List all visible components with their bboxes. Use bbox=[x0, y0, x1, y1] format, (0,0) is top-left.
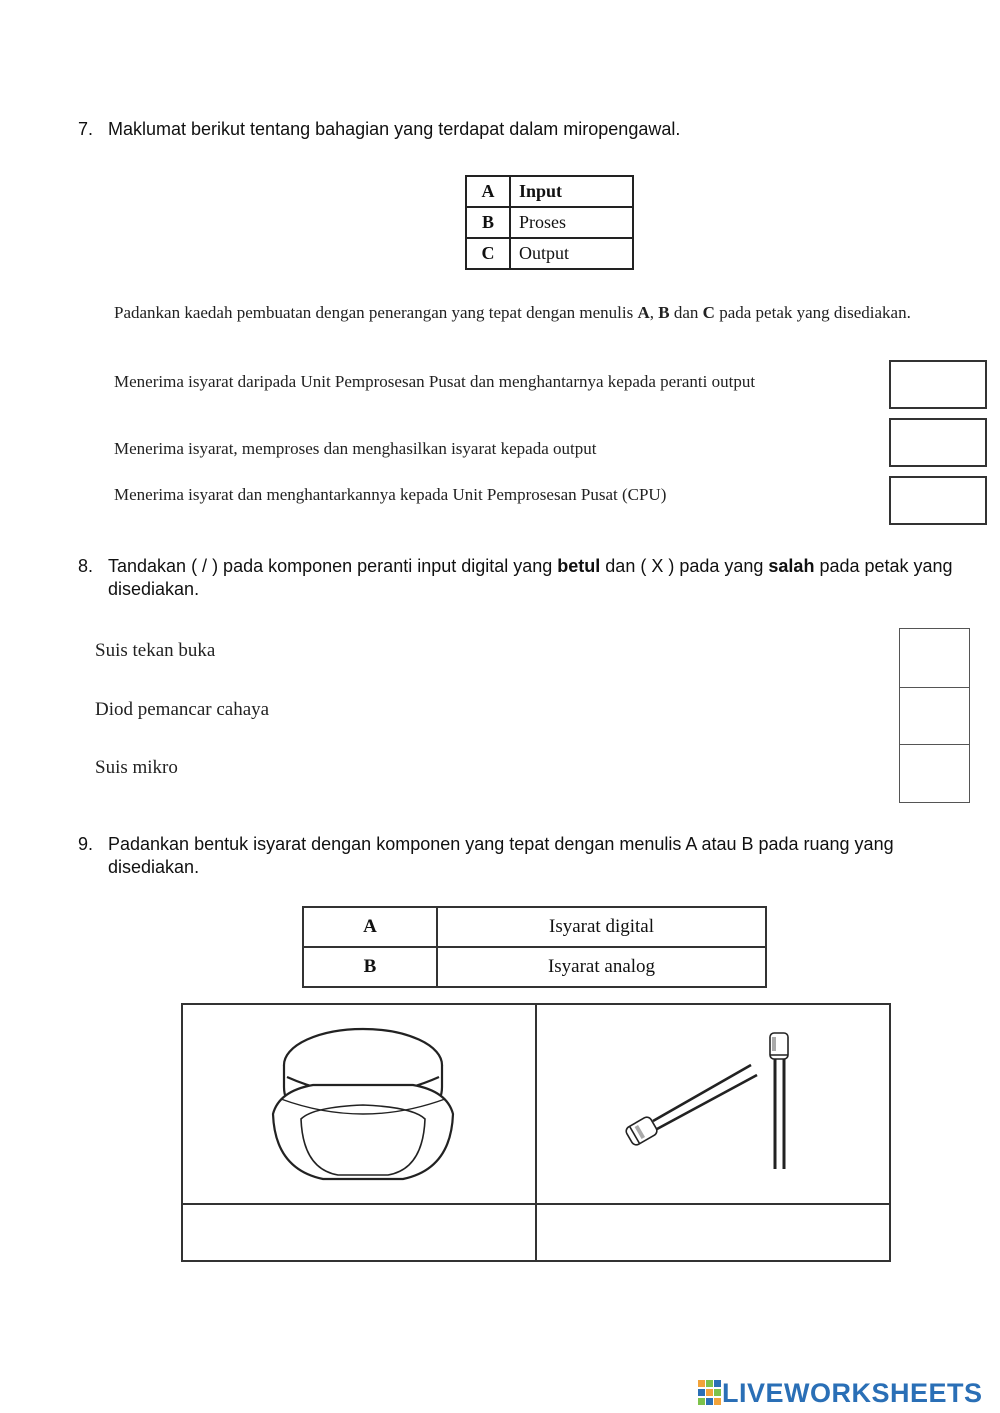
table-row bbox=[466, 207, 633, 238]
q8-text-part: pada petak yang disediakan. bbox=[108, 556, 953, 599]
q8-text-part: Tandakan ( / ) pada komponen peranti input digital yang bbox=[108, 556, 558, 576]
q7-statement-3: Menerima isyarat dan menghantarkannya kepada Unit Pemprosesan Pusat (CPU) bbox=[114, 485, 667, 504]
q7-answer-box-1[interactable] bbox=[889, 360, 987, 409]
instruction-text: pada petak yang disediakan. bbox=[714, 303, 911, 322]
dome-push-button-icon bbox=[263, 1019, 463, 1189]
table-row bbox=[466, 238, 633, 269]
instruction-letter-a: A bbox=[637, 303, 650, 322]
logo-icon bbox=[698, 1380, 722, 1406]
q9-signal-table bbox=[302, 906, 767, 988]
q8-item-3: Suis mikro bbox=[95, 757, 178, 778]
instruction-letter-c: C bbox=[702, 303, 715, 322]
table-row bbox=[466, 176, 633, 207]
brand-name: LIVEWORKSHEETS bbox=[722, 1377, 983, 1408]
q7-parts-table bbox=[465, 175, 634, 270]
q9-value: Isyarat analog bbox=[437, 947, 766, 987]
q9-key: A bbox=[303, 907, 437, 947]
q8-tick-box-3[interactable] bbox=[899, 744, 970, 803]
q7-statement-1: Menerima isyarat daripada Unit Pemprosesan Pusat dan menghantarnya kepada peranti output bbox=[114, 372, 756, 391]
q8-tick-box-2[interactable] bbox=[899, 686, 970, 745]
q9-value: Isyarat digital bbox=[437, 907, 766, 947]
table-row bbox=[303, 907, 766, 947]
grid-divider bbox=[183, 1203, 889, 1205]
q9-answer-field-1[interactable] bbox=[185, 1207, 533, 1257]
q7-value: Output bbox=[510, 238, 633, 269]
instruction-text: Padankan kaedah pembuatan dengan penerangan yang tepat dengan menulis bbox=[114, 303, 638, 322]
q7-key: A bbox=[466, 176, 510, 207]
q9-answer-field-2[interactable] bbox=[539, 1207, 885, 1257]
light-dependent-resistor-icon bbox=[623, 1025, 803, 1175]
instruction-sep: dan bbox=[669, 303, 703, 322]
q8-number: 8. bbox=[78, 556, 94, 576]
q7-statement-2: Menerima isyarat, memproses dan menghasilkan isyarat kepada output bbox=[114, 439, 597, 458]
q7-key: C bbox=[466, 238, 510, 269]
q7-instruction bbox=[114, 302, 964, 324]
q7-value: Proses bbox=[510, 207, 633, 238]
instruction-letter-b: B bbox=[658, 303, 670, 322]
q9-text: Padankan bentuk isyarat dengan komponen yang tepat dengan menulis A atau B pada ruang yang disediakan. bbox=[108, 834, 894, 877]
q7-text: Maklumat berikut tentang bahagian yang terdapat dalam miropengawal. bbox=[108, 119, 681, 139]
q7-answer-box-2[interactable] bbox=[889, 418, 987, 467]
q8-bold-salah: salah bbox=[768, 556, 815, 576]
q8-bold-betul: betul bbox=[557, 556, 601, 576]
q9-key: B bbox=[303, 947, 437, 987]
q8-item-2: Diod pemancar cahaya bbox=[95, 699, 270, 720]
q8-text bbox=[108, 555, 968, 601]
table-row bbox=[303, 947, 766, 987]
q7-answer-box-3[interactable] bbox=[889, 476, 987, 525]
q8-text-part: dan ( X ) pada yang bbox=[600, 556, 769, 576]
q9-number: 9. bbox=[78, 834, 94, 854]
q7-key: B bbox=[466, 207, 510, 238]
q9-image-grid bbox=[181, 1003, 891, 1262]
liveworksheets-logo bbox=[698, 1376, 983, 1410]
q8-item-1: Suis tekan buka bbox=[95, 640, 216, 661]
q7-number: 7. bbox=[78, 119, 94, 139]
q7-value: Input bbox=[510, 176, 633, 207]
q8-tick-box-1[interactable] bbox=[899, 628, 970, 688]
grid-divider bbox=[535, 1005, 537, 1260]
instruction-sep: , bbox=[649, 303, 659, 322]
